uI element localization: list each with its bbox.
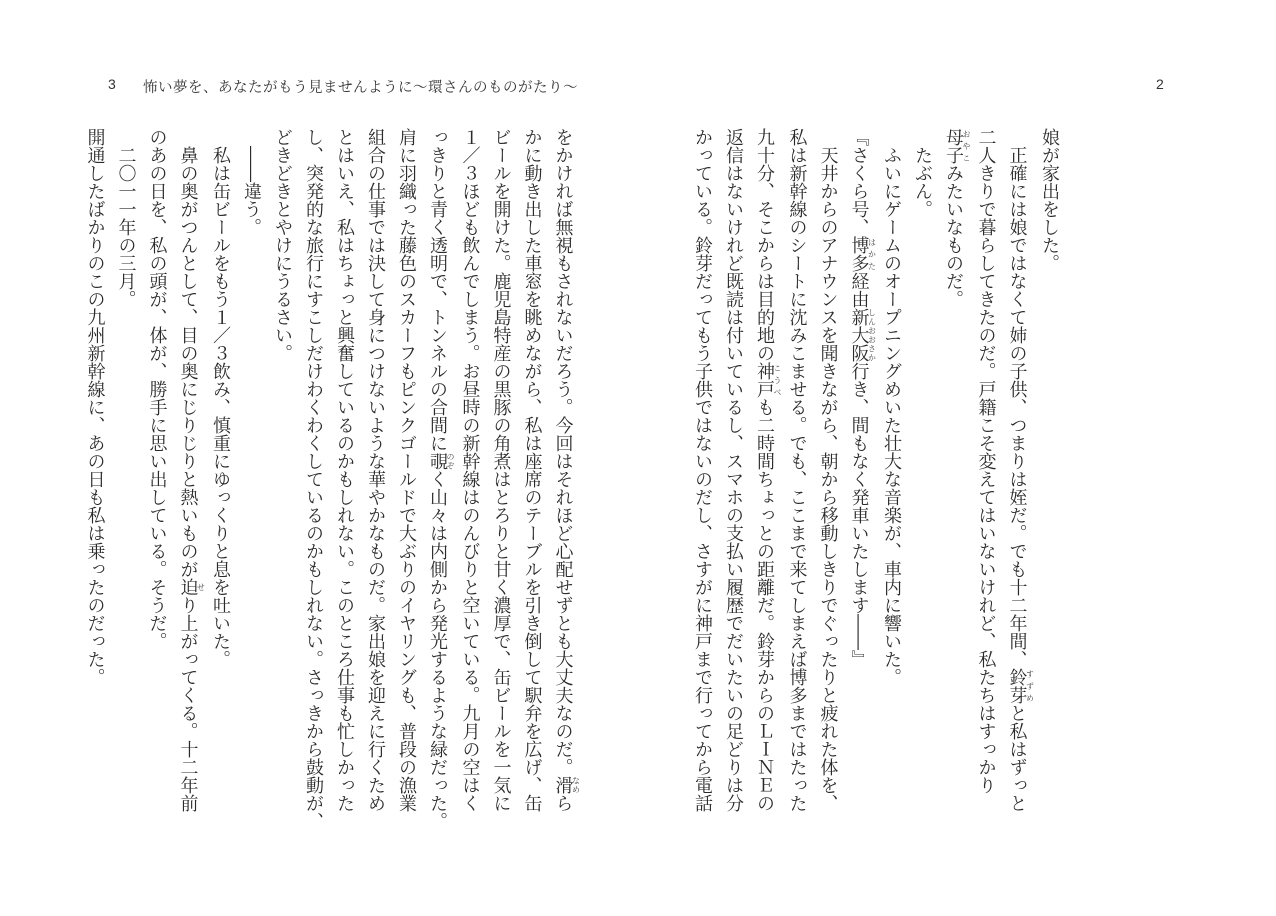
text-line [938, 128, 971, 848]
ruby-base: 滑 [552, 776, 574, 794]
running-title: 怖い夢を、あなたがもう見ませんように～環さんのものがたり～ [143, 80, 578, 96]
text-segment: 二人きりで暮らしてきたのだ。戸籍こそ変えてはいないけれど、私たちはすっかり [975, 128, 997, 794]
text-line [173, 128, 206, 848]
ruby-base: 鈴芽 [1006, 668, 1028, 704]
text-segment: 組合の仕事では決して身につけないような華やかなものだ。家出娘を迎えに行くため [365, 128, 386, 812]
ruby-annotated-word [943, 128, 971, 164]
text-segment: と私はずっと [1006, 704, 1028, 812]
text-line [907, 128, 938, 848]
text-segment: かっている。鈴芽だってもう子供ではないのだし、さすがに神戸まで行ってから電話 [692, 128, 713, 812]
text-segment: 天井からのアナウンスを聞きながら、朝から移動しきりでぐったりと疲れた体を、 [817, 128, 839, 812]
text-segment: ら [552, 794, 574, 812]
text-segment: 娘が家出をした。 [1039, 128, 1060, 272]
text-segment: 肩に羽織った藤色のスカーフもピンクゴールドで大ぶりのイヤリングも、普段の漁業 [396, 128, 417, 812]
text-line [80, 128, 111, 848]
ruby-reading: すずめ [1025, 668, 1035, 704]
text-segment: し、突発的な旅行にすこしだけわくわくしているのかもしれない。さっきから鼓動が、 [303, 128, 324, 830]
text-line [391, 128, 422, 848]
text-line [205, 128, 236, 848]
text-line [298, 128, 329, 848]
ruby-annotated-word [848, 308, 877, 362]
ruby-annotated-word [754, 362, 782, 398]
text-line [329, 128, 360, 848]
text-segment: っきりと青く透明で、トンネルの合間に [427, 128, 448, 452]
ruby-annotated-word [177, 578, 206, 596]
text-segment: どきどきとやけにうるさい。 [272, 128, 293, 362]
text-segment: も二時間ちょっとの距離だ。鈴芽からのＬＩＮＥの [754, 398, 775, 812]
text-segment: とはいえ、私はちょっと興奮しているのかもしれない。このところ仕事も忙しかった [334, 128, 355, 812]
text-segment: １／３ほども飲んでしまう。お昼時の新幹線はのんびりと空いている。九月の空はく [459, 128, 481, 812]
ruby-reading: のぞ [446, 452, 455, 470]
text-segment: 私は新幹線のシートに沈みこませる。でも、ここまで来てしまえば博多まではたった [786, 128, 808, 812]
text-line [422, 128, 455, 848]
text-segment: 『さくら号、 [848, 128, 870, 236]
ruby-base: 覗 [427, 452, 448, 470]
text-line [236, 128, 267, 848]
text-segment: 正確には娘ではなくて姉の子供、つまりは姪だ。でも十二年間、 [1006, 128, 1028, 668]
ruby-reading: おやこ [962, 128, 971, 164]
text-line [813, 128, 844, 848]
text-line [517, 128, 548, 848]
text-segment: 行き、間もなく発車いたします――』 [848, 362, 870, 668]
text-segment: ビールを開けた。鹿児島特産の黒豚の角煮はとろりと甘く濃厚で、缶ビールを一気に [490, 128, 512, 812]
text-line [687, 128, 718, 848]
text-line [142, 128, 173, 848]
text-segment: り上がってくる。十二年前 [177, 596, 199, 812]
text-segment: 経由 [848, 272, 870, 308]
text-segment: ふいにゲームのオープニングめいた壮大な音楽が、車内に響いた。 [881, 128, 902, 686]
text-line [749, 128, 782, 848]
page-number-left: 3 [108, 76, 116, 92]
text-line [1002, 128, 1035, 848]
text-line [267, 128, 298, 848]
left-page-body [84, 128, 580, 848]
text-segment: かに動き出した車窓を眺めながら、私は座席のテーブルを引き倒して駅弁を広げ、缶 [521, 128, 543, 812]
ruby-base: 母子 [943, 128, 964, 164]
page-number-right: 2 [1156, 76, 1164, 92]
text-segment: ――違う。 [241, 128, 262, 236]
ruby-reading: なめ [571, 776, 581, 794]
ruby-base: 博多 [848, 236, 870, 272]
text-segment: たぶん。 [912, 128, 933, 218]
text-line [455, 128, 486, 848]
ruby-reading: はかた [867, 236, 877, 272]
text-segment: く山々は内側から発光するような緑だった。 [427, 470, 448, 830]
text-line [782, 128, 813, 848]
ruby-base: 新大阪 [848, 308, 870, 362]
text-segment: のあの日を、私の頭が、体が、勝手に思い出している。そうだ。 [146, 128, 168, 650]
ruby-reading: こうべ [773, 362, 782, 398]
ruby-annotated-word [1006, 668, 1035, 704]
ruby-base: 迫 [177, 578, 199, 596]
text-line [971, 128, 1002, 848]
text-segment: 返信はないけれど既読は付いているし、スマホの支払い履歴でだいたいの足どりは分 [723, 128, 744, 812]
text-segment: をかければ無視もされないだろう。今回はそれほど心配せずとも大丈夫なのだ。 [552, 128, 574, 776]
ruby-reading: しんおおさか [867, 308, 877, 362]
ruby-reading: せ [196, 578, 206, 596]
ruby-annotated-word [427, 452, 455, 470]
text-line [718, 128, 749, 848]
ruby-annotated-word [848, 236, 877, 272]
text-segment: 二〇一一年の三月。 [115, 128, 137, 308]
text-line [111, 128, 142, 848]
text-segment: 九十分、そこからは目的地の [754, 128, 775, 362]
text-segment: 私は缶ビールをもう１／３飲み、慎重にゆっくりと息を吐いた。 [210, 128, 231, 668]
ruby-annotated-word [552, 776, 581, 794]
text-line [548, 128, 581, 848]
text-line [360, 128, 391, 848]
right-page-body [693, 128, 1065, 848]
text-line [844, 128, 877, 848]
text-line [486, 128, 517, 848]
text-line [1034, 128, 1065, 848]
text-segment: 開通したばかりのこの九州新幹線に、あの日も私は乗ったのだった。 [84, 128, 106, 686]
text-segment: みたいなものだ。 [943, 164, 964, 308]
ruby-base: 神戸 [754, 362, 775, 398]
text-segment: 鼻の奥がつんとして、目の奥にじりじりと熱いものが [177, 128, 199, 578]
text-line [876, 128, 907, 848]
